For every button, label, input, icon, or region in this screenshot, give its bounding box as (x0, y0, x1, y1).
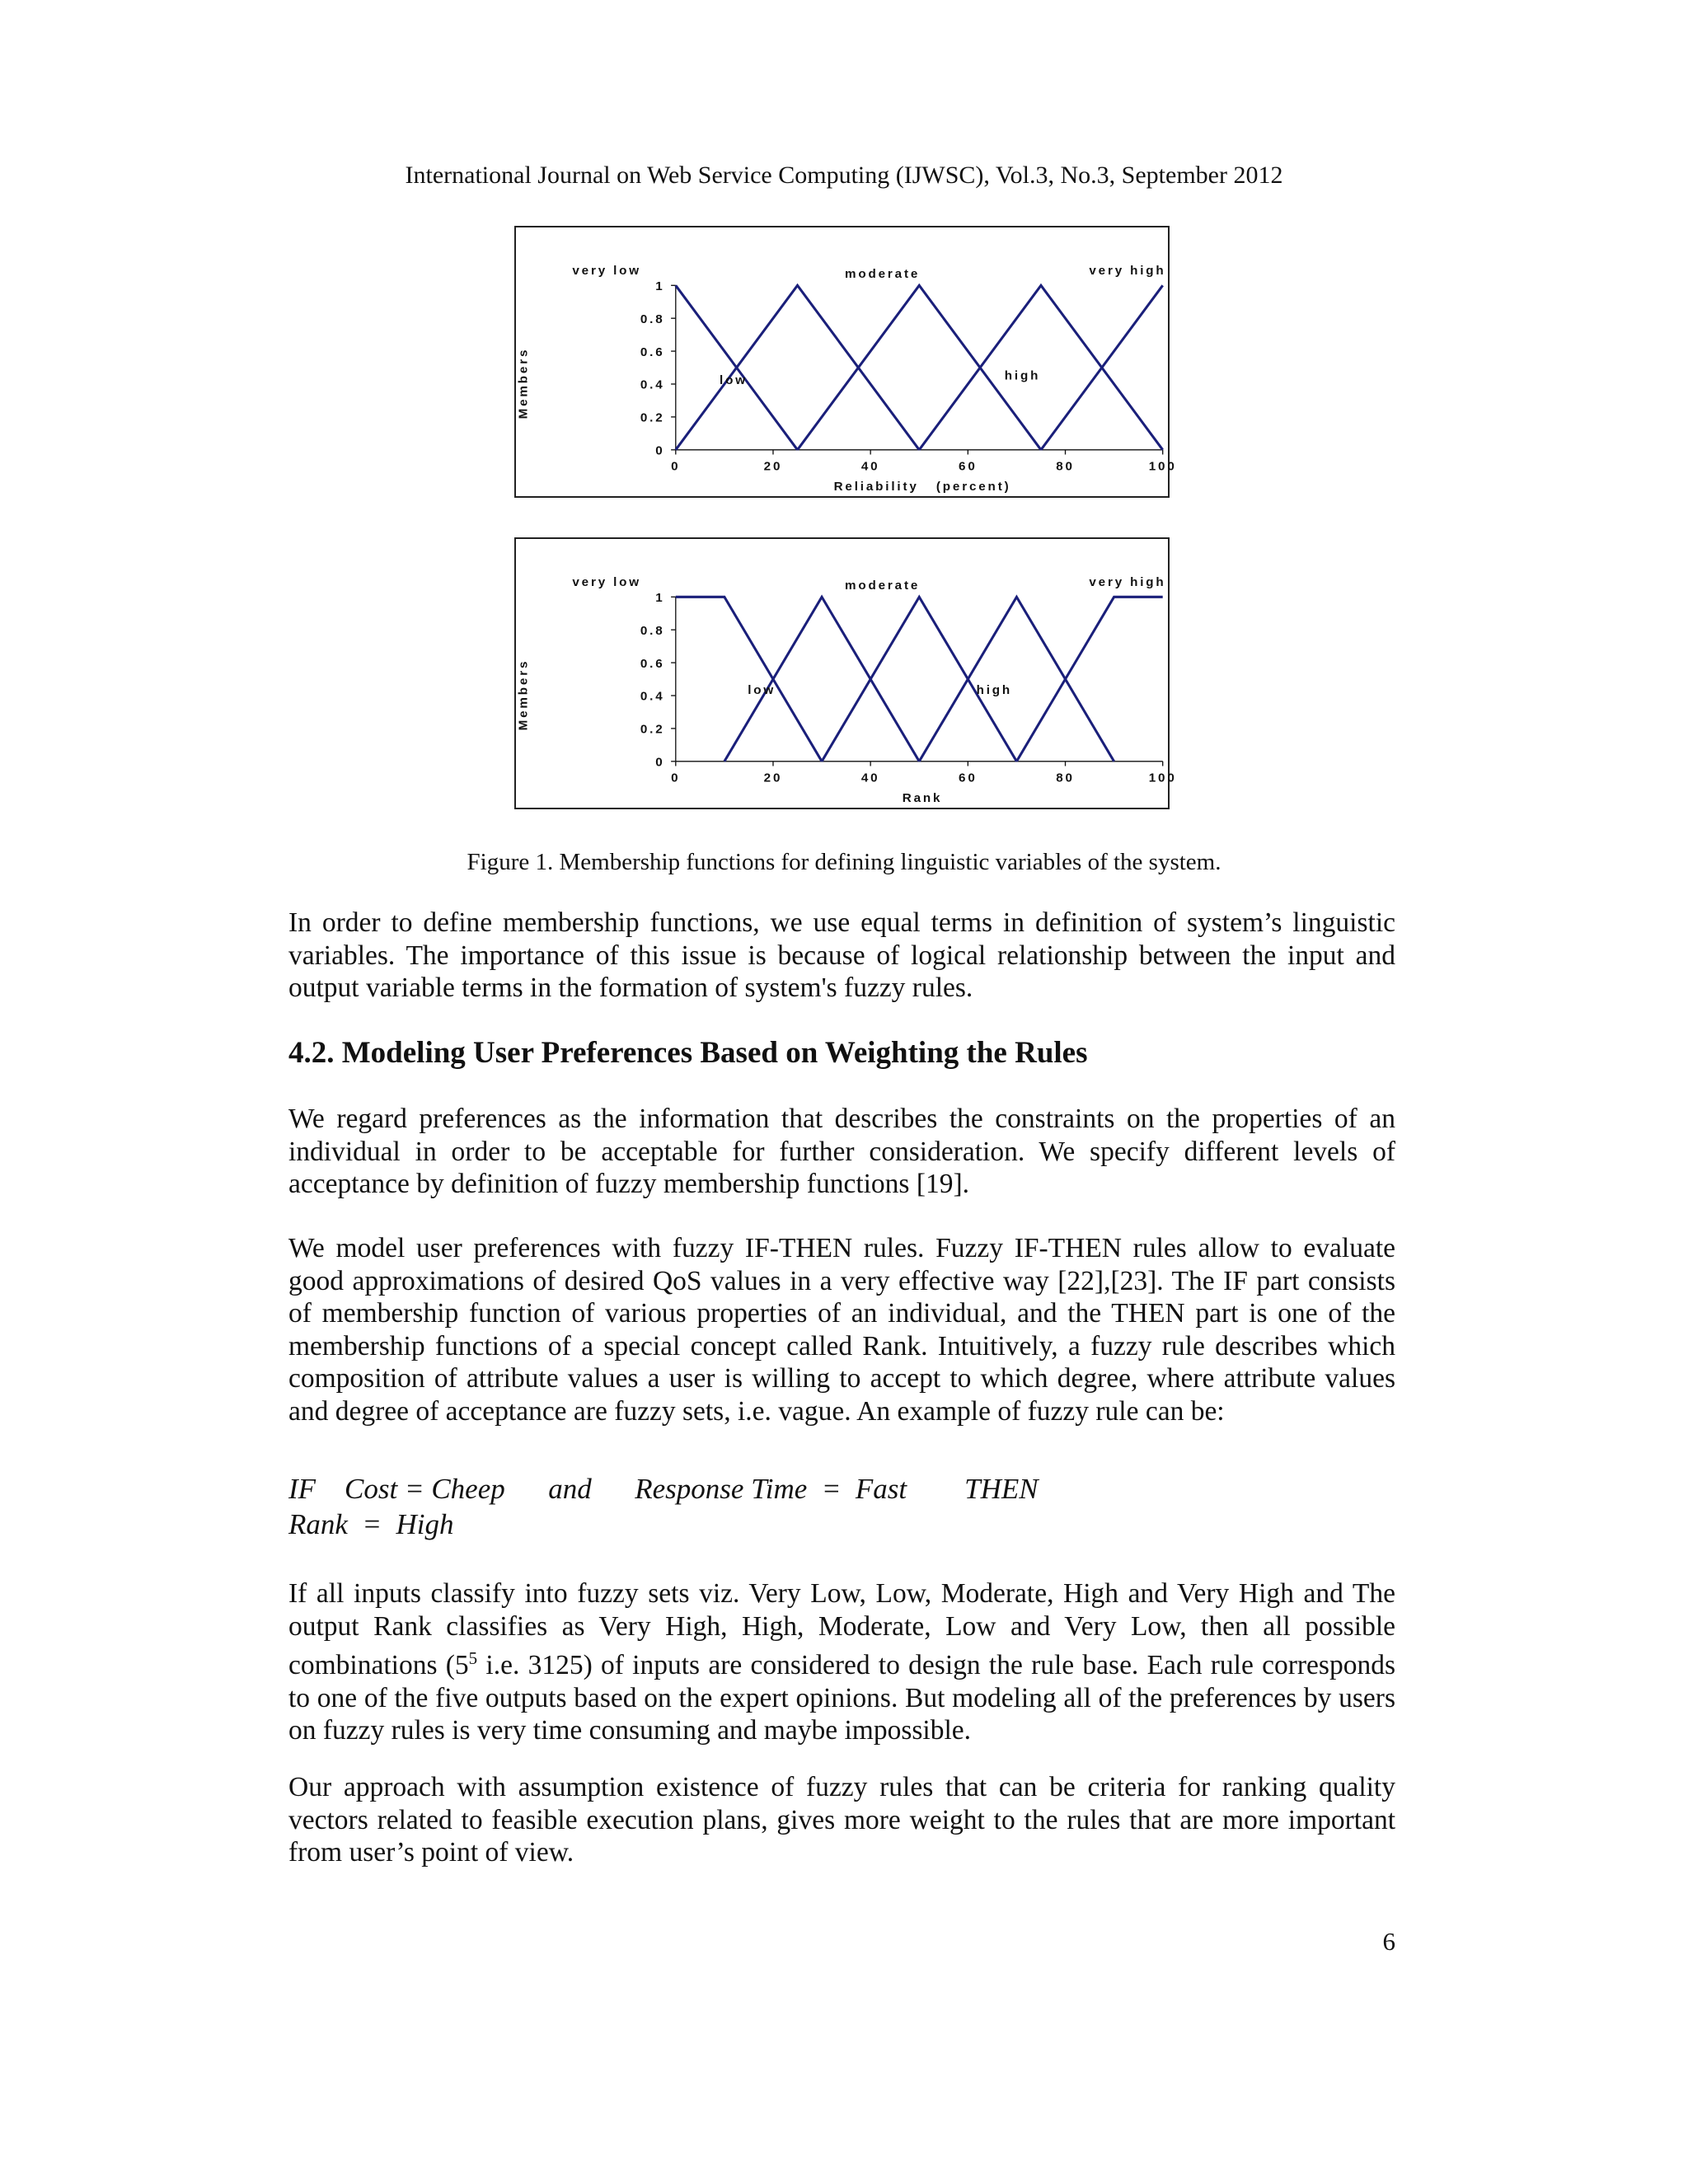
term-label-very-high: very high (1089, 264, 1166, 278)
y-tick-label: 1 (655, 279, 665, 293)
series-high-line (919, 285, 1162, 450)
series-moderate-line (822, 597, 1016, 762)
term-label-moderate: moderate (845, 578, 921, 593)
rank-membership-chart (514, 537, 1177, 809)
y-axis-label: Members (516, 658, 531, 731)
y-tick-label: 0.6 (640, 344, 665, 359)
term-label-low: low (720, 373, 748, 387)
series-low-line (676, 285, 919, 450)
paragraph-membership-terms: In order to define membership functions, we use equal terms in definition of system’s linguistic variables. The importance of this issue is because of logical relationship between the input and output variable terms in the formation of system's fuzzy rules. (288, 907, 1395, 1003)
rank-chart-svg (516, 539, 1177, 808)
y-tick-label: 0.2 (640, 410, 665, 425)
x-axis-label: Rank (902, 791, 943, 806)
paragraph-if-then-rules: We model user preferences with fuzzy IF-THEN rules. Fuzzy IF-THEN rules allow to evaluate good approximations of desired QoS values in a very effective way [22],[23]. The IF part consists of membership function of various properties of an individual, and the THEN part is one of the membership functions of a special concept called Rank. Intuitively, a fuzzy rule describes which composition of attribute values a user is willing to accept to which degree, where attribute values and degree of acceptance are fuzzy sets, i.e. vague. An example of fuzzy rule can be: (288, 1233, 1395, 1427)
y-tick-label: 0.2 (640, 722, 665, 737)
section-heading: 4.2. Modeling User Preferences Based on Weighting the Rules (288, 1036, 1088, 1070)
series-low-line (724, 597, 919, 762)
term-label-high: high (976, 683, 1013, 698)
rule-example-line-2: Rank = High (288, 1508, 454, 1540)
journal-header: International Journal on Web Service Computing (IJWSC), Vol.3, No.3, September 2012 (405, 162, 1283, 189)
term-label-very-low: very low (572, 264, 641, 278)
y-axis-label: Members (516, 347, 531, 419)
x-tick-label: 40 (860, 771, 880, 785)
x-tick-label: 60 (959, 459, 978, 474)
x-tick-label: 80 (1056, 771, 1075, 785)
term-label-moderate: moderate (845, 266, 921, 281)
x-axis-label: Reliability (percent) (833, 480, 1011, 494)
y-tick-label: 0.8 (640, 623, 665, 638)
series-very-high-line (1016, 597, 1162, 762)
page-number: 6 (1382, 1927, 1395, 1956)
x-tick-label: 80 (1056, 459, 1075, 474)
series-moderate-line (798, 285, 1041, 450)
y-tick-label: 1 (655, 591, 665, 605)
x-tick-label: 0 (671, 459, 681, 474)
paragraph-preferences: We regard preferences as the information that describes the constraints on the properties of an individual in order to be acceptable for further consideration. We specify different levels of acceptance by definition of fuzzy membership functions [19]. (288, 1104, 1395, 1199)
y-tick-label: 0 (655, 755, 665, 770)
paragraph-4-text-start: If all inputs classify into fuzzy sets viz. Very Low, Low, Moderate, High and Very High and The output Rank classifies as Very High, High, Moderate, Low and Very Low, then all possible combinations (5 (288, 1578, 1395, 1681)
paragraph-approach: Our approach with assumption existence of fuzzy rules that can be criteria for ranking quality vectors related to feasible execution plans, gives more weight to the rules that are more important from user’s point of view. (288, 1772, 1395, 1868)
reliability-membership-chart (514, 226, 1177, 498)
chart-2-plot (516, 575, 1176, 805)
figure-caption: Figure 1. Membership functions for defining linguistic variables of the system. (467, 849, 1221, 875)
x-tick-label: 20 (763, 459, 783, 474)
y-tick-label: 0.6 (640, 656, 665, 671)
reliability-chart-svg (516, 227, 1177, 496)
paragraph-rule-combinations (288, 1577, 1395, 1747)
x-tick-label: 60 (959, 771, 978, 785)
x-tick-label: 20 (763, 771, 783, 785)
rule-example-line-1: IF Cost = Cheep and Response Time = Fast THEN (288, 1473, 1039, 1505)
term-label-very-low: very low (572, 575, 641, 589)
x-tick-label: 40 (860, 459, 880, 474)
series-very-low-line (676, 597, 822, 762)
paragraph-4-text-end: i.e. 3125) of inputs are considered to design the rule base. Each rule corresponds to one of the five outputs based on the expert opinions. But modeling all of the preferences by users on fuzzy rules is very time consuming and maybe impossible. (288, 1650, 1395, 1746)
y-tick-label: 0.4 (640, 689, 665, 704)
term-label-high: high (1004, 368, 1041, 383)
y-tick-label: 0.4 (640, 377, 665, 392)
x-tick-label: 100 (1148, 771, 1177, 785)
term-label-low: low (748, 683, 776, 698)
x-tick-label: 0 (671, 771, 681, 785)
y-tick-label: 0.8 (640, 312, 665, 326)
exponent-superscript: 5 (468, 1648, 478, 1668)
y-tick-label: 0 (655, 443, 665, 458)
x-tick-label: 100 (1148, 459, 1177, 474)
chart-1-plot (516, 264, 1176, 494)
series-high-line (919, 597, 1114, 762)
term-label-very-high: very high (1089, 575, 1166, 589)
